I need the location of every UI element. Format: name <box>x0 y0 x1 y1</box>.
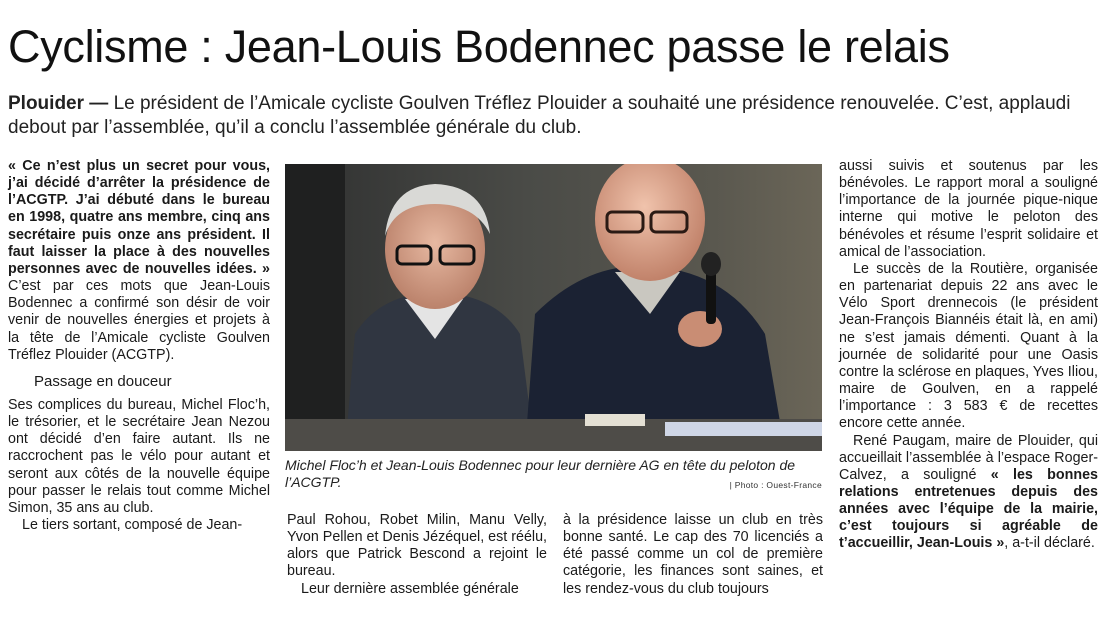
col4-paragraph-3-start: René Paugam, maire de Plouider, qui accueillait l’assemblée à l’espace Roger-Calvez, a souligné <box>839 432 1098 483</box>
col4-paragraph-2: Le succès de la Routière, organisée en partenariat depuis 22 ans avec le Vélo Sport drennecois (le président Jean-François Biannéis était là, en ami) ne s’est jamais démenti. Quant à la journée de solidarité pour une Oasis contre la sclérose en plaques, Yves Iliou, maire de Goulven, en a rappelé l’importance : 3 583 € de recettes encore cette année. <box>839 260 1098 432</box>
lede <box>8 92 1098 140</box>
col4-paragraph-1: aussi suivis et soutenus par les bénévoles. Le rapport moral a souligné l’importance de la journée pique-nique interne qui motive le peloton des bénévoles et résume l’esprit solidaire et amical de l’association. <box>839 158 1098 260</box>
column-4 <box>839 158 1098 553</box>
column-1 <box>8 158 270 534</box>
column-2 <box>287 512 547 598</box>
dateline: Plouider — <box>8 93 109 114</box>
lede-text: Le président de l’Amicale cycliste Goulven Tréflez Plouider a souhaité une présidence renouvelée. C’est, applaudi debout par l’assemblée, qu’il a conclu l’assemblée générale du club. <box>8 93 1071 138</box>
col4-paragraph-3-end: , a-t-il déclaré. <box>1004 535 1095 552</box>
col3-paragraph-1: à la présidence laisse un club en très bonne santé. Le cap des 70 licenciés a été passé comme un col de première catégorie, les finances sont saines, et les rendez-vous du club toujours <box>563 512 823 597</box>
col2-paragraph-1: Paul Rohou, Robet Milin, Manu Velly, Yvon Pellen et Denis Jézéquel, est réélu, alors que Patrick Bescond a rejoint le bureau. <box>287 512 547 580</box>
col4-paragraph-3 <box>839 433 1098 553</box>
col1-paragraph-3: Le tiers sortant, composé de Jean- <box>22 516 243 533</box>
article-photo <box>285 164 822 451</box>
subhead: Passage en douceur <box>34 372 172 390</box>
headline: Cyclisme : Jean-Louis Bodennec passe le relais <box>8 21 950 72</box>
col1-paragraph-2: Ses complices du bureau, Michel Floc’h, le trésorier, et le secrétaire Jean Nezou ont décidé d’en faire autant. Ils ne raccrochent pas le vélo pour autant et seront aux côtés de la nouvelle équipe pour passer le relais tout comme Michel Simon, 35 ans au club. <box>8 396 270 516</box>
closing-quote: « les bonnes relations entretenues depuis des années avec l’équipe de la mairie, c’est toujours si agréable de t’accueillir, Jean-Louis » <box>839 466 1098 552</box>
opening-quote: « Ce n’est plus un secret pour vous, j’ai décidé d’arrêter la présidence de l’ACGTP. J’ai débuté dans le bureau en 1998, quatre ans membre, cinq ans secrétaire puis onze ans président. Il faut laisser la place à des nouvelles personnes avec de nouvelles idées. » <box>8 158 270 277</box>
col1-paragraph-1 <box>8 158 270 364</box>
col1-paragraph-1-text: C’est par ces mots que Jean-Louis Bodennec a confirmé son désir de voir venir de nouvelles énergies et projets à la tête de l’Amicale cycliste Goulven Tréflez Plouider (ACGTP). <box>8 278 270 363</box>
photo-credit: | Photo : Ouest-France <box>729 480 822 490</box>
column-3 <box>563 512 823 598</box>
photo-caption: Michel Floc’h et Jean-Louis Bodennec pour leur dernière AG en tête du peloton de l’ACGTP. <box>285 457 796 490</box>
col2-paragraph-2: Leur dernière assemblée générale <box>301 580 519 597</box>
